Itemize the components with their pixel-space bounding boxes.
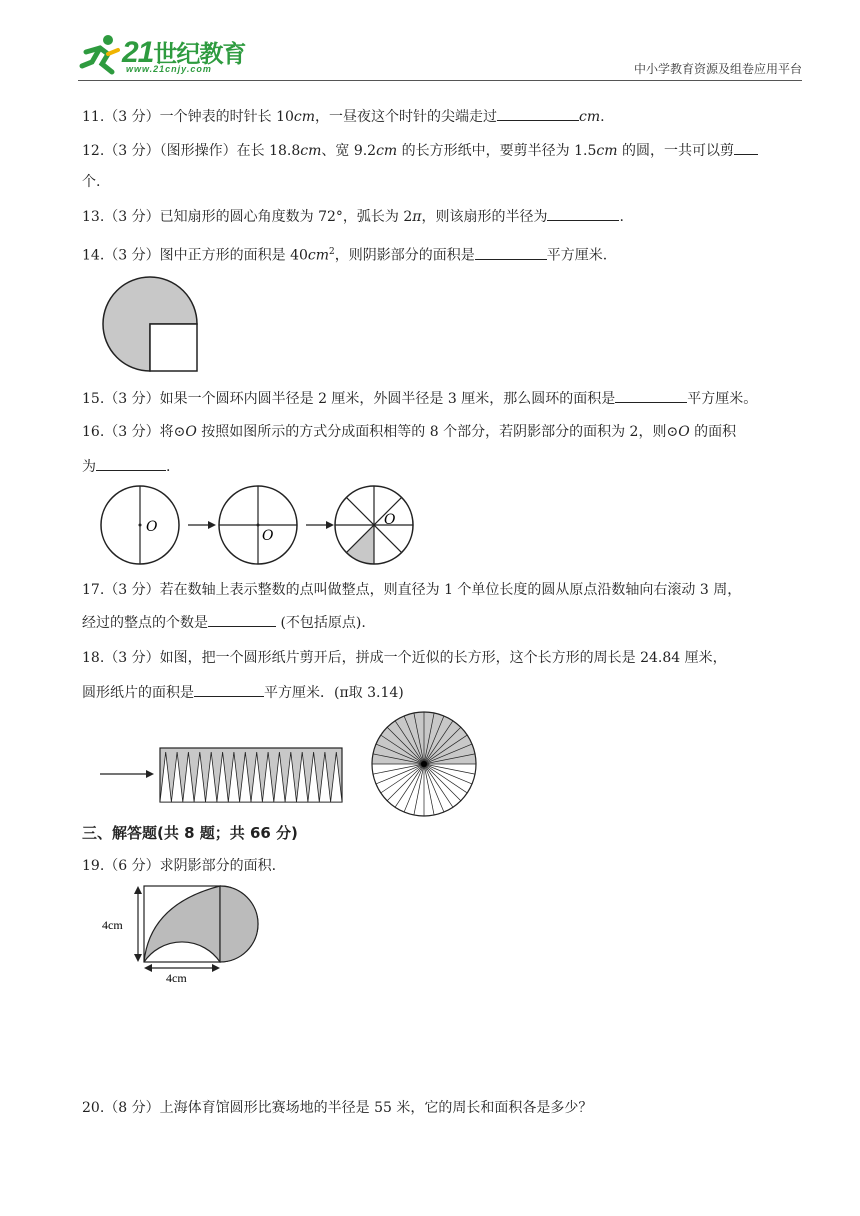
answer-blank[interactable] (547, 206, 619, 221)
answer-blank[interactable] (96, 456, 166, 471)
question-20: 20.（8 分）上海体育馆圆形比赛场地的半径是 55 米，它的周长和面积各是多少？ (82, 1100, 593, 1116)
question-18: 18.（3 分）如图，把一个圆形纸片剪开后，拼成一个近似的长方形，这个长方形的周长是 24.84 厘米， (82, 650, 727, 666)
answer-blank[interactable] (194, 682, 264, 697)
question-18-line2: 圆形纸片的面积是 平方厘米．(π取 3.14) (82, 682, 404, 703)
question-19: 19.（6 分）求阴影部分的面积. (82, 858, 277, 874)
answer-blank[interactable] (497, 106, 579, 121)
sector-line (424, 764, 461, 801)
question-11: 11.（3 分）一个钟表的时针长 10cm，一昼夜这个时针的尖端走过 cm. (82, 106, 605, 127)
question-12-line2: 个. (82, 174, 101, 190)
center-label: O (384, 512, 396, 528)
circle-center (421, 761, 427, 767)
sector-line (387, 764, 424, 801)
figure-14-circle-square (102, 276, 202, 376)
approx-rectangle (160, 748, 342, 802)
page-header (78, 30, 802, 81)
figure-18-rectangle-circle (96, 708, 486, 818)
runner-logo-icon (78, 32, 122, 76)
logo-url: www.21cnjy.com (126, 64, 212, 74)
width-label: 4cm (166, 971, 187, 985)
question-15: 15.（3 分）如果一个圆环内圆半径是 2 厘米，外圆半径是 3 厘米，那么圆环的面积是 平方厘米。 (82, 388, 757, 409)
question-12: 12.（3 分）（图形操作）在长 18.8cm、宽 9.2cm 的长方形纸中，要剪半径为 1.5cm 的圆，一共可以剪 (82, 140, 758, 161)
question-17: 17.（3 分）若在数轴上表示整数的点叫做整点，则直径为 1 个单位长度的圆从原点沿数轴向右滚动 3 周， (82, 582, 742, 598)
figure-19-shaded-region (100, 884, 270, 984)
answer-blank[interactable] (475, 245, 547, 260)
answer-blank[interactable] (615, 388, 687, 403)
logo-number: 21 (122, 36, 154, 69)
question-17-line2: 经过的整点的个数是 (不包括原点). (82, 612, 366, 633)
center-label: O (262, 528, 274, 544)
height-label: 4cm (102, 918, 123, 932)
question-16: 16.（3 分）将⊙O 按照如图所示的方式分成面积相等的 8 个部分，若阴影部分的面积为 2，则⊙O 的面积 (82, 424, 737, 440)
question-13: 13.（3 分）已知扇形的圆心角度数为 72°，弧长为 2π，则该扇形的半径为 . (82, 206, 624, 227)
answer-blank[interactable] (208, 612, 276, 627)
answer-blank[interactable] (734, 140, 758, 155)
cut-circle (372, 712, 476, 816)
logo (78, 30, 258, 78)
figure-16-circles (96, 482, 426, 572)
platform-label: 中小学教育资源及组卷应用平台 (633, 62, 802, 76)
logo-brand: 世纪教育 (153, 41, 246, 68)
question-16-line2: 为 . (82, 456, 170, 477)
question-14: 14.（3 分）图中正方形的面积是 $40cm^2$，则阴影部分的面积是 平方厘米. (82, 242, 607, 266)
section-heading: 三、解答题(共 8 题；共 66 分) (82, 824, 298, 842)
center-label: O (146, 519, 158, 535)
